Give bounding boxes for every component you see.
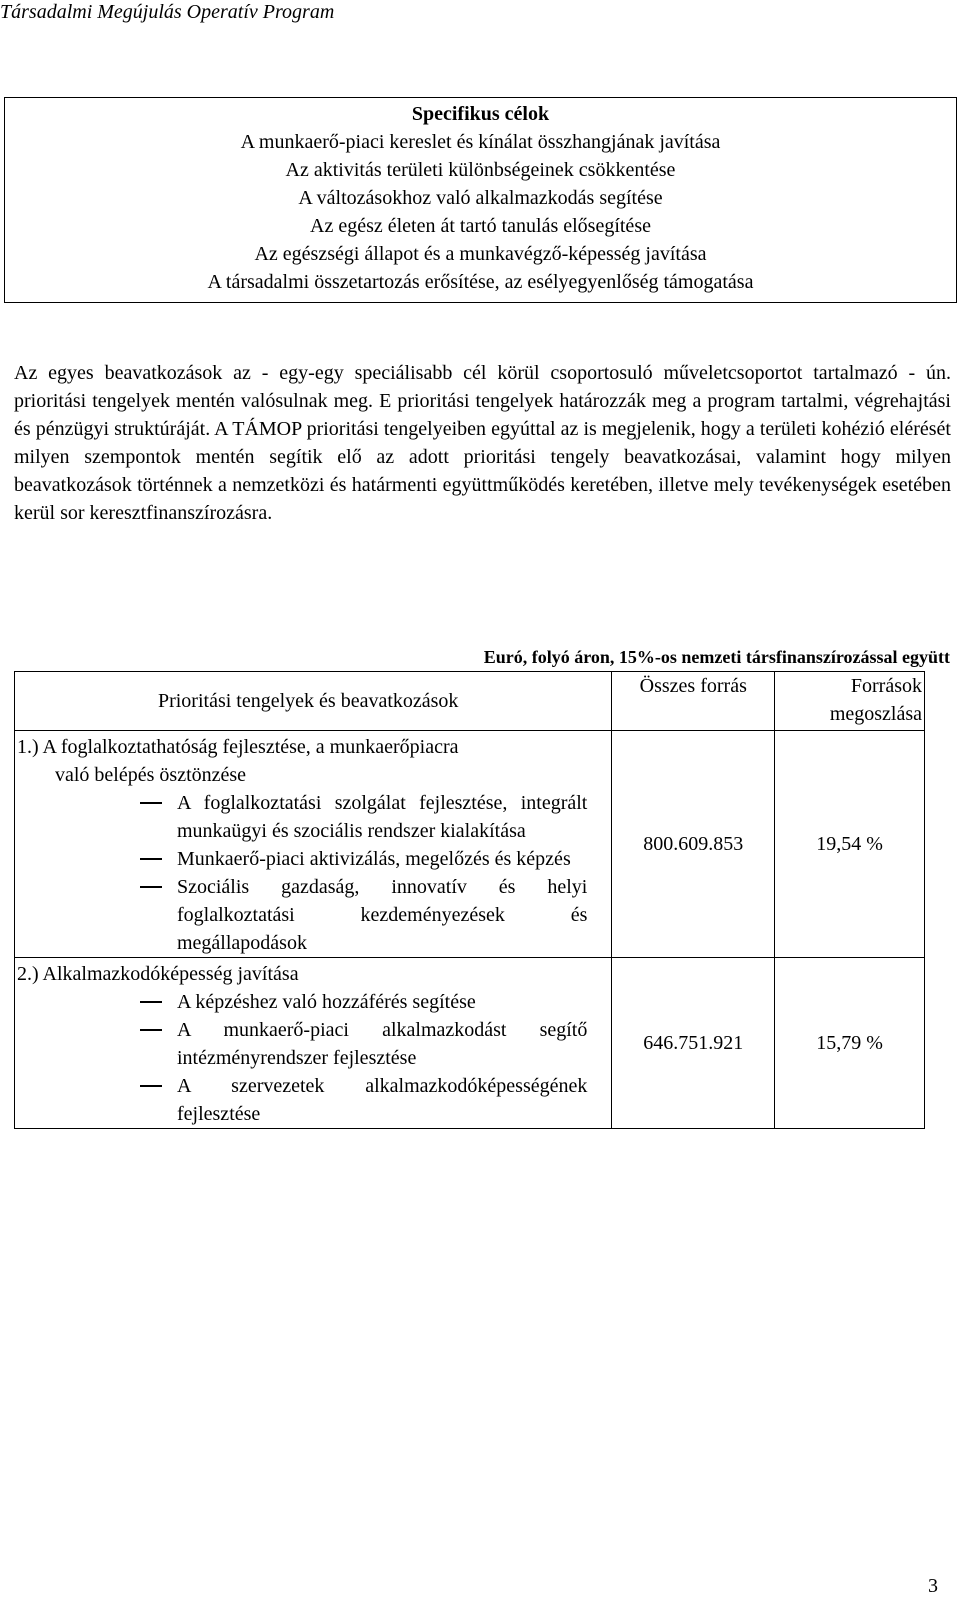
share-cell: 15,79 % [775,958,925,1129]
list-item: Munkaerő-piaci aktivizálás, megelőzés és képzés [15,845,601,873]
table-row [15,958,925,1129]
dash-bullet [140,1029,162,1031]
list-item: A képzéshez való hozzáférés segítése [15,988,601,1016]
axis-title [15,960,601,988]
axis-title-line: 1.) A foglalkoztathatóság fejlesztése, a munkaerőpiacra [17,736,459,758]
share-cell: 19,54 % [775,731,925,958]
dash-bullet [140,886,162,888]
goals-title: Specifikus célok [411,103,550,125]
page-number: 3 [928,1575,938,1597]
total-cell: 646.751.921 [612,958,775,1129]
list-item: A foglalkoztatási szolgálat fejlesztése, integrált munkaügyi és szociális rendszer kialakítása [15,789,601,845]
table-row [15,731,925,958]
intervention-list [15,789,601,957]
header-total: Összes forrás [612,672,775,731]
axis-cell [15,958,612,1129]
goal-item: Az egész életen át tartó tanulás elősegítése [310,215,651,237]
axis-cell [15,731,612,958]
goal-item: A társadalmi összetartozás erősítése, az esélyegyenlőség támogatása [207,271,754,293]
goal-item: A munkaerő-piaci kereslet és kínálat összhangjának javítása [240,131,721,153]
goal-item: Az egészségi állapot és a munkavégző-képesség javítása [254,243,707,265]
document-header: Társadalmi Megújulás Operatív Program [0,1,335,23]
list-item: A munkaerő-piaci alkalmazkodást segítő intézményrendszer fejlesztése [15,1016,601,1072]
table-header-row [15,672,925,731]
dash-bullet [140,858,162,860]
total-cell: 800.609.853 [612,731,775,958]
dash-bullet [140,1001,162,1003]
axis-title-continuation: való belépés ösztönzése [55,764,247,786]
list-item: A szervezetek alkalmazkodóképességének fejlesztése [15,1072,601,1128]
specific-goals-box [4,97,957,303]
intervention-list [15,988,601,1128]
goal-item: Az aktivitás területi különbségeinek csökkentése [285,159,676,181]
dash-bullet [140,802,162,804]
header-axis: Prioritási tengelyek és beavatkozások [15,672,612,731]
axis-title [15,733,601,789]
goal-item: A változásokhoz való alkalmazkodás segítése [298,187,663,209]
body-paragraph: Az egyes beavatkozások az - egy-egy speciálisabb cél körül csoportosuló műveletcsoportot tartalmazó - ún. prioritási tengelyek mentén valósulnak meg. E prioritási tengelyek határozzák meg a program tartalmi, végrehajtási és pénzügyi struktúráját. A TÁMOP prioritási tengelyeiben egyúttal az is megjelenik, hogy a területi kohézió elérését milyen szempontok mentén segítik elő az adott prioritási tengely beavatkozásai, valamint hogy milyen beavatkozások történnek a nemzetközi és határmenti együttműködés keretében, illetve mely tevékenységek esetében kerül sor keresztfinanszírozásra. [14,362,951,524]
axis-title-line: 2.) Alkalmazkodóképesség javítása [17,963,299,985]
list-item: Szociális gazdaság, innovatív és helyi foglalkoztatási kezdeményezések és megállapodások [15,873,601,957]
header-share: Források megoszlása [775,672,925,731]
allocation-table [14,671,925,1129]
dash-bullet [140,1085,162,1087]
currency-note: Euró, folyó áron, 15%-os nemzeti társfinanszírozással együtt [483,647,950,667]
